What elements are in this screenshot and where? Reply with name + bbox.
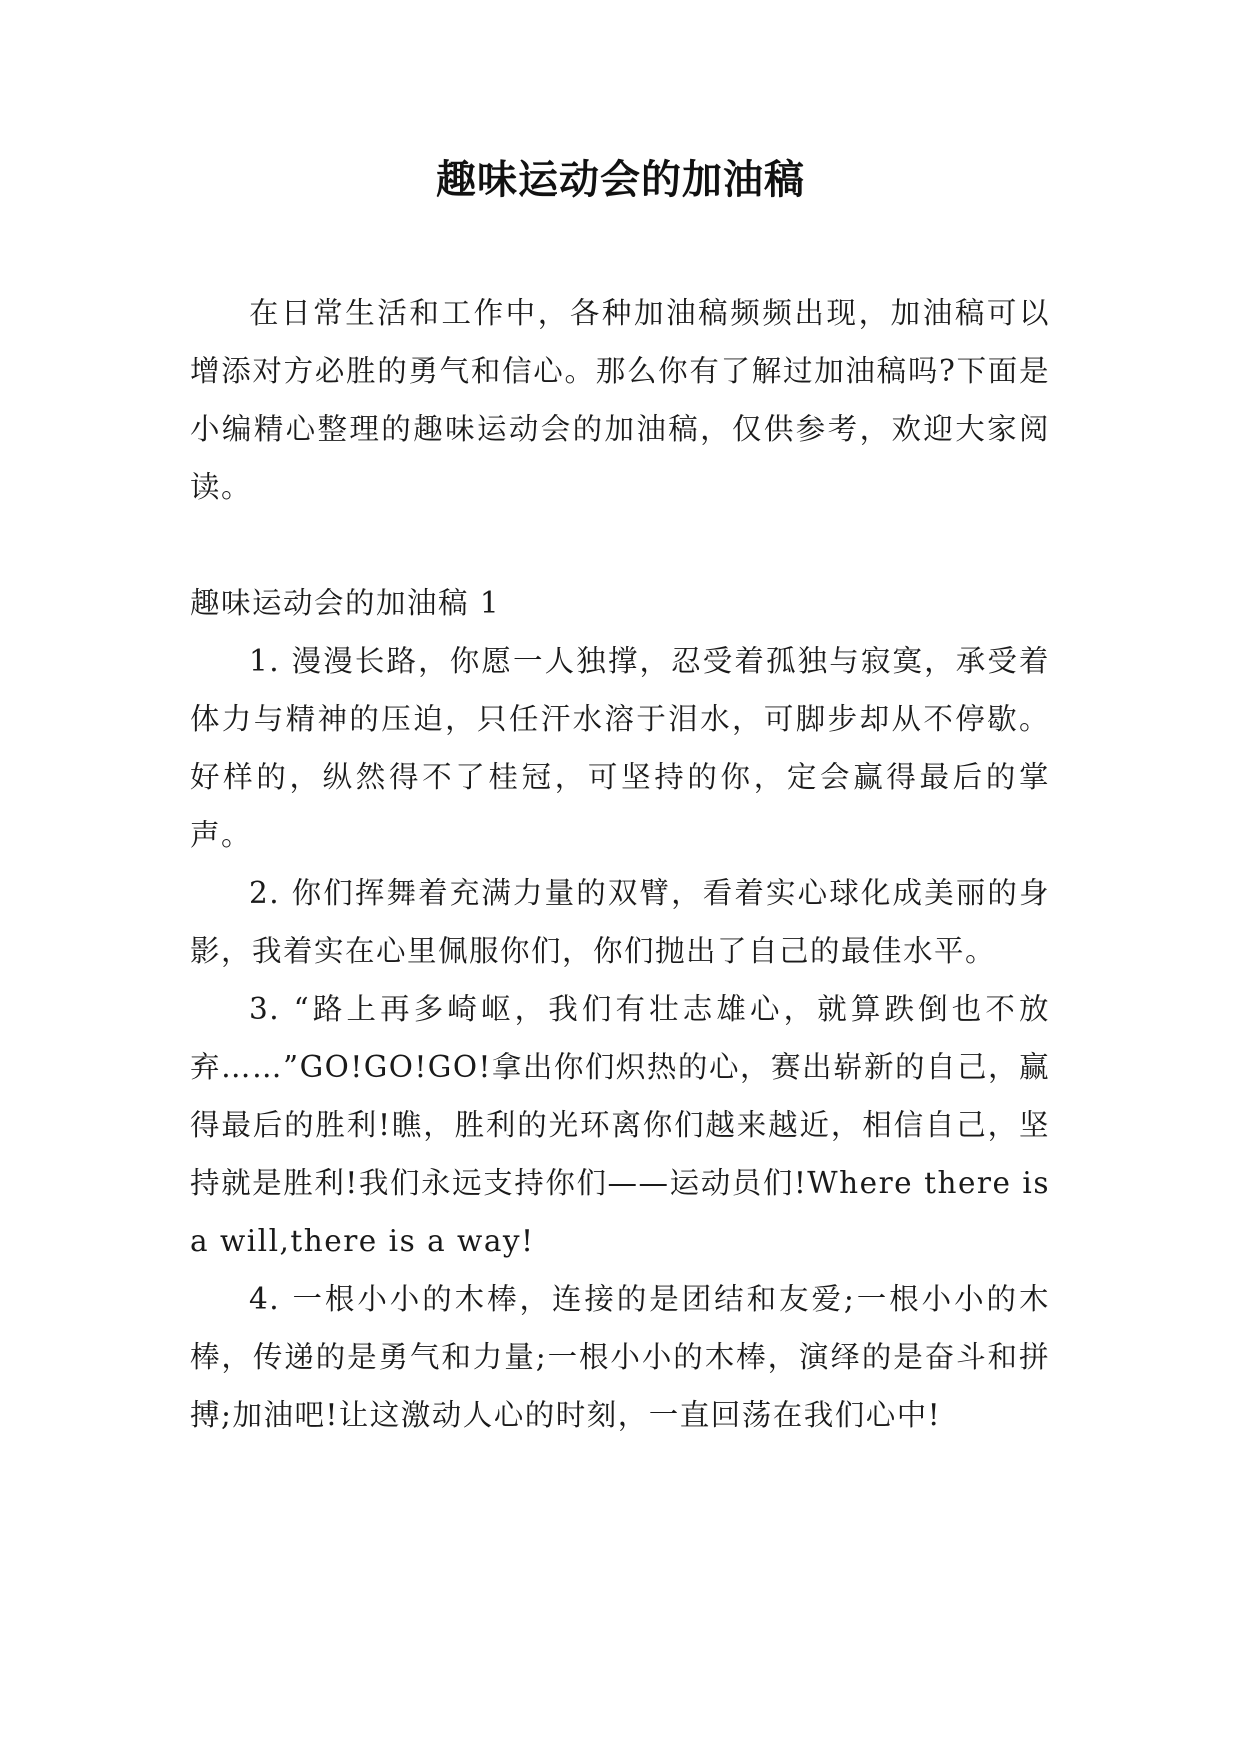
cheer-paragraph-2: 2. 你们挥舞着充满力量的双臂，看着实心球化成美丽的身影，我着实在心里佩服你们，你们抛出了自己的最佳水平。 [190,876,1050,968]
cheer-paragraph-1: 1. 漫漫长路，你愿一人独撑，忍受着孤独与寂寞，承受着体力与精神的压迫，只任汗水溶于泪水，可脚步却从不停歇。好样的，纵然得不了桂冠，可坚持的你，定会赢得最后的掌声。 [190,644,1050,852]
section-block [190,574,1050,1444]
section-heading: 趣味运动会的加油稿 1 [190,586,501,620]
intro-paragraph: 在日常生活和工作中，各种加油稿频频出现，加油稿可以增添对方必胜的勇气和信心。那么你有了解过加油稿吗?下面是小编精心整理的趣味运动会的加油稿，仅供参考，欢迎大家阅读。 [190,296,1050,504]
cheer-paragraph-3: 3. “路上再多崎岖，我们有壮志雄心，就算跌倒也不放弃……”GO!GO!GO!拿出你们炽热的心，赛出崭新的自己，赢得最后的胜利!瞧，胜利的光环离你们越来越近，相信自己，坚持就是胜利!我们永远支持你们——运动员们!Where there is a will,there is a way! [190,992,1050,1258]
document-title: 趣味运动会的加油稿 [436,157,805,203]
intro-block [190,284,1050,516]
cheer-paragraph-4: 4. 一根小小的木棒，连接的是团结和友爱;一根小小的木棒，传递的是勇气和力量;一根小小的木棒，演绎的是奋斗和拼搏;加油吧!让这激动人心的时刻，一直回荡在我们心中! [190,1282,1050,1432]
